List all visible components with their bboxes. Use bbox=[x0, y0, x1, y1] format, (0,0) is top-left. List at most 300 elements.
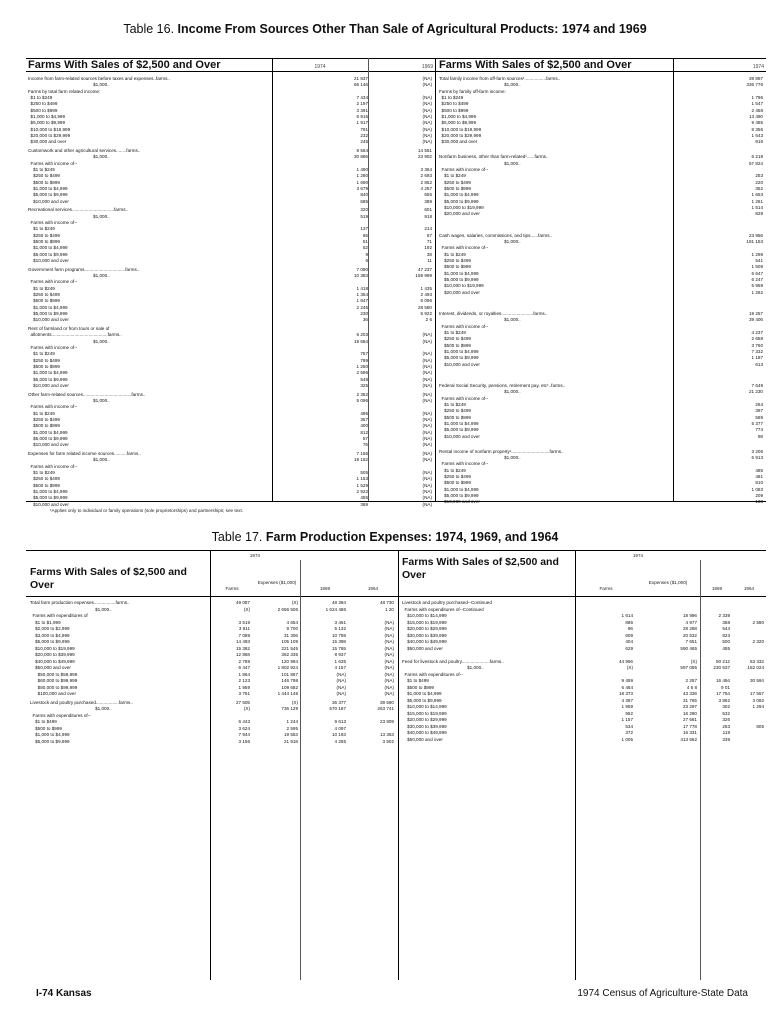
cell-v2: 5 922 bbox=[420, 311, 432, 317]
table17-title-line bbox=[0, 530, 770, 544]
row-label: $250 to $499 bbox=[439, 179, 471, 185]
cell-c: 17 754 bbox=[715, 691, 730, 696]
cell-d: 2 320 bbox=[752, 639, 764, 644]
row-label: $10,000 to $19,999 bbox=[30, 645, 75, 651]
row-label: allotments............................................farms.. bbox=[28, 332, 122, 338]
cell-b: 4 977 bbox=[685, 619, 697, 625]
cell-c: 4 255 bbox=[334, 738, 346, 744]
cell-a: 9 459 bbox=[621, 678, 633, 683]
cell-c: 1 635 bbox=[334, 658, 346, 664]
row-label: $15,000 to $19,999 bbox=[402, 710, 447, 716]
row-label: $3,000 to $4,999 bbox=[30, 632, 70, 638]
row-label: $1 to $249 bbox=[28, 410, 55, 416]
cell-b: 27 661 bbox=[682, 717, 697, 722]
cell-v1: 3 679 bbox=[356, 186, 368, 192]
row-label: Farms with income of-- bbox=[439, 167, 489, 173]
row-label: $10,000 to $14,999 bbox=[402, 613, 447, 618]
table-row bbox=[28, 199, 434, 205]
cell-v2: (NA) bbox=[422, 469, 432, 475]
cell-b: 101 867 bbox=[281, 671, 298, 677]
cell-v1: 30 866 bbox=[353, 154, 368, 160]
row-label: $500 to $999 bbox=[28, 423, 60, 429]
row-label: $1,000 to $4,999 bbox=[28, 186, 68, 192]
cell-b: 23 297 bbox=[682, 704, 697, 709]
row-label: $500 to $999 bbox=[402, 684, 434, 690]
cell-a: 886 bbox=[625, 619, 633, 625]
cell-v2: (NA) bbox=[422, 457, 432, 463]
cell-a: (X) bbox=[626, 665, 633, 670]
cell-v2: (NA) bbox=[422, 351, 432, 357]
cell-c: 4 097 bbox=[334, 725, 346, 731]
cell-v1: 23 956 bbox=[748, 232, 763, 238]
cell-c: 253 bbox=[722, 723, 730, 729]
cell-v2: (NA) bbox=[422, 450, 432, 456]
row-label: $500 to $999 bbox=[28, 239, 60, 245]
row-label: $10,000 to $19,999 bbox=[439, 283, 484, 289]
row-label: $50,000 to $59,999 bbox=[30, 671, 78, 677]
cell-v2: (NA) bbox=[422, 416, 432, 422]
row-label: Interest, dividends, or royalties.........................farms.. bbox=[439, 311, 548, 317]
cell-d: (NA) bbox=[384, 671, 394, 677]
row-label: Other farm-related sources......................................farms.. bbox=[28, 391, 146, 397]
cell-v1: 541 bbox=[755, 258, 763, 264]
cell-v2: (NA) bbox=[422, 397, 432, 403]
cell-v1: 181 153 bbox=[746, 239, 763, 245]
row-label: $80,000 to $99,999 bbox=[30, 684, 78, 690]
row-label: Farms with income of-- bbox=[28, 344, 78, 350]
row-label: $1,000.. bbox=[402, 665, 484, 670]
cell-v2: 6 096 bbox=[420, 298, 432, 304]
cell-v1: 209 bbox=[755, 493, 763, 499]
cell-v1: 2 658 bbox=[751, 336, 763, 342]
row-label: Farms with income of-- bbox=[28, 463, 78, 469]
row-label: $250 to $499 bbox=[28, 416, 60, 422]
row-label: $1,000.. bbox=[30, 606, 112, 612]
cell-b: 2 595 bbox=[286, 725, 298, 731]
cell-v2: (NA) bbox=[422, 114, 432, 120]
cell-c: 15 765 bbox=[331, 645, 346, 651]
row-label: $15,000 to $19,999 bbox=[402, 619, 447, 625]
cell-v2: 47 237 bbox=[417, 266, 432, 272]
cell-v2: 28 580 bbox=[417, 304, 432, 310]
row-label: $10,000 and over bbox=[439, 433, 480, 439]
cell-c: 10 759 bbox=[331, 632, 346, 638]
row-label: $1 to $249 bbox=[439, 173, 466, 179]
cell-v2: 2 6 bbox=[425, 317, 432, 323]
cell-a: 3 624 bbox=[238, 725, 250, 731]
cell-d: 1 20 bbox=[385, 606, 394, 612]
table17-left-header: Farms With Sales of $2,500 and Over bbox=[30, 566, 187, 591]
cell-a: 7 944 bbox=[238, 732, 250, 738]
cell-a: 1 959 bbox=[238, 684, 250, 690]
cell-v1: 1 298 bbox=[751, 251, 763, 257]
table17-right-col-1969: 1969 bbox=[711, 586, 723, 591]
cell-v2: 14 551 bbox=[417, 148, 432, 153]
table16-footnote: ¹Applies only to individual or family operations (sole proprietorships) and partnerships; see text. bbox=[50, 508, 244, 513]
row-label: $1 to $249 bbox=[28, 167, 55, 173]
cell-d: 1 294 bbox=[752, 704, 764, 709]
cell-b: 362 335 bbox=[281, 652, 298, 657]
cell-b: 20 532 bbox=[682, 632, 697, 638]
row-label: $5,000 to $9,999 bbox=[402, 697, 442, 703]
row-label: $50,000 and over bbox=[30, 665, 71, 670]
cell-d: 13 363 bbox=[379, 732, 394, 738]
cell-d: 805 bbox=[756, 723, 764, 729]
row-label: Cash wages, salaries, commissions, and tips......farms.. bbox=[439, 232, 553, 238]
cell-a: 6 443 bbox=[238, 719, 250, 725]
row-label: $30,000 and over bbox=[439, 139, 478, 145]
cell-v1: 389 bbox=[360, 501, 368, 507]
cell-v1: 232 bbox=[360, 133, 368, 139]
cell-v1: 7 434 bbox=[356, 95, 368, 101]
row-label: $1,000 to $4,999 bbox=[439, 192, 479, 198]
table17-number: Table 17. bbox=[211, 530, 263, 544]
cell-a: 1 614 bbox=[621, 613, 633, 618]
cell-v1: 57 824 bbox=[748, 160, 763, 166]
table16-right-body bbox=[439, 76, 765, 506]
row-label: $500 to $999 bbox=[28, 179, 60, 185]
cell-c: 455 bbox=[722, 645, 730, 651]
cell-v2: 4 257 bbox=[420, 186, 432, 192]
row-label: $5,000 to $9,999 bbox=[28, 311, 68, 317]
table17-left-col-expenses: Expenses ($1,000) bbox=[257, 580, 297, 585]
cell-a: 44 956 bbox=[618, 658, 633, 664]
cell-d: 17 557 bbox=[749, 691, 764, 696]
row-label: $1,000.. bbox=[28, 457, 110, 463]
cell-v1: 9 bbox=[365, 251, 368, 257]
table17-left-col-1969: 1969 bbox=[319, 586, 331, 591]
cell-v2: (NA) bbox=[422, 82, 432, 88]
cell-d: (NA) bbox=[384, 684, 394, 690]
row-label: $10,000 and over bbox=[28, 501, 69, 507]
row-label: $5,000 to $9,999 bbox=[28, 251, 68, 257]
row-label: $10,000 and over bbox=[439, 499, 480, 505]
cell-v2: 601 bbox=[424, 207, 432, 213]
cell-v1: 1 490 bbox=[356, 167, 368, 173]
row-label: $1,000 to $4,999 bbox=[28, 370, 68, 376]
cell-c: 9 01 bbox=[721, 684, 730, 690]
row-label: Farms by total farm related income: bbox=[28, 88, 101, 94]
cell-v1: 495 bbox=[360, 410, 368, 416]
cell-d: (NA) bbox=[384, 678, 394, 683]
cell-c: 230 537 bbox=[713, 665, 730, 670]
cell-v1: 455 bbox=[360, 495, 368, 501]
cell-v2: 159 999 bbox=[415, 272, 432, 278]
cell-c: 570 187 bbox=[329, 706, 346, 712]
cell-v2: 2 493 bbox=[420, 292, 432, 297]
cell-v1: 1 250 bbox=[356, 364, 368, 369]
cell-v1: 485 bbox=[755, 467, 763, 473]
cell-v2: (NA) bbox=[422, 101, 432, 107]
row-label: $20,000 and over bbox=[439, 289, 480, 295]
cell-v1: 1 418 bbox=[356, 285, 368, 291]
cell-v1: 1 529 bbox=[356, 482, 368, 488]
row-label: $1,000 to $4,999 bbox=[28, 304, 68, 310]
page-number: I-74 Kansas bbox=[36, 988, 92, 999]
cell-v1: 2 352 bbox=[356, 391, 368, 397]
row-label: Government farm programs................................farms.. bbox=[28, 266, 140, 272]
cell-d: (NA) bbox=[384, 665, 394, 670]
row-label: Customwork and other agricultural services........farms.. bbox=[28, 148, 141, 153]
row-label: Farms with expenditures of-- bbox=[402, 671, 463, 677]
table-row bbox=[439, 499, 765, 505]
row-label: $40,000 to $49,999 bbox=[30, 658, 75, 664]
row-label: $30,000 to $39,999 bbox=[402, 632, 447, 638]
row-label: Livestock and poultry purchased..................farms.. bbox=[30, 699, 133, 705]
table-row bbox=[28, 258, 434, 264]
table16-number: Table 16. bbox=[123, 22, 175, 36]
row-label: $5,000 to $9,999 bbox=[28, 376, 68, 382]
table17-top-rule bbox=[26, 550, 766, 551]
row-label: Farms with expenditures of--Continued bbox=[402, 606, 484, 612]
cell-v1: 52 bbox=[362, 245, 368, 251]
row-label: $50,000 and over bbox=[402, 736, 443, 742]
row-label: Farms with income of-- bbox=[28, 220, 78, 225]
cell-v1: 137 bbox=[360, 226, 368, 232]
row-label: $1,000 to $4,999 bbox=[439, 349, 479, 355]
row-label: $250 to $499 bbox=[28, 101, 58, 107]
table16-year-1969: 1969 bbox=[421, 64, 433, 70]
cell-v1: 65 bbox=[362, 232, 368, 238]
cell-a: 27 505 bbox=[235, 699, 250, 705]
cell-v2: (NA) bbox=[422, 376, 432, 382]
cell-v1: 1 262 bbox=[751, 289, 763, 295]
cell-a: 6 464 bbox=[621, 684, 633, 690]
cell-a: 14 493 bbox=[235, 639, 250, 644]
row-label: Income from farm-related sources before taxes and expenses..farms.. bbox=[28, 76, 170, 81]
cell-a: 629 bbox=[625, 645, 633, 651]
cell-b: (X) bbox=[291, 699, 298, 705]
cell-v1: 2 922 bbox=[356, 488, 368, 494]
table17-header-rule bbox=[26, 596, 766, 597]
cell-a: 15 362 bbox=[235, 645, 250, 651]
cell-v1: 320 bbox=[360, 207, 368, 213]
row-label: $250 to $499 bbox=[439, 258, 471, 264]
cell-v1: 19 162 bbox=[353, 457, 368, 463]
row-label: $10,000 and over bbox=[28, 258, 69, 264]
cell-v1: 253 bbox=[755, 173, 763, 179]
row-label: $1,000 to $4,999 bbox=[439, 270, 479, 276]
cell-v2: 192 bbox=[424, 245, 432, 251]
cell-v1: 1 917 bbox=[356, 120, 368, 126]
row-label: $1 to $249 bbox=[28, 285, 55, 291]
cell-v1: 400 bbox=[360, 423, 368, 429]
cell-v1: 7 166 bbox=[356, 450, 368, 456]
row-label: $1 to $1,999 bbox=[30, 619, 61, 625]
cell-a: 3 156 bbox=[238, 738, 250, 744]
cell-v1: 76 bbox=[362, 442, 368, 448]
cell-v1: 1 083 bbox=[751, 486, 763, 492]
row-label: $1,000.. bbox=[28, 154, 110, 160]
row-label: $1 to $249 bbox=[28, 95, 53, 101]
cell-a: 4 387 bbox=[621, 697, 633, 703]
cell-v2: (NA) bbox=[422, 488, 432, 494]
table-row bbox=[28, 317, 434, 323]
cell-c: 544 bbox=[722, 626, 730, 631]
row-label: Farms with expenditures of bbox=[30, 613, 88, 618]
row-label: $500 to $999 bbox=[28, 298, 60, 304]
cell-v1: 916 bbox=[755, 139, 763, 145]
cell-v1: 548 bbox=[360, 376, 368, 382]
cell-v2: (NA) bbox=[422, 126, 432, 132]
row-label: Farms with income of-- bbox=[439, 395, 489, 401]
row-label: $5,000 to $9,999 bbox=[439, 493, 479, 499]
cell-v1: 1 514 bbox=[751, 205, 763, 211]
cell-v1: 757 bbox=[360, 351, 368, 357]
cell-v1: 3 206 bbox=[751, 448, 763, 454]
row-label: $10,000 and over bbox=[439, 361, 480, 367]
row-label: $1,000 to $4,999 bbox=[439, 114, 477, 120]
cell-v1: 19 684 bbox=[353, 338, 368, 344]
row-label: $2,000 to $2,999 bbox=[30, 626, 70, 631]
cell-b: 2 656 506 bbox=[277, 606, 298, 612]
row-label: $100,000 and over bbox=[30, 691, 76, 696]
cell-b: 28 288 bbox=[682, 626, 697, 631]
table16-left-body bbox=[28, 76, 434, 508]
cell-v2: (NA) bbox=[422, 364, 432, 369]
row-label: Feed for livestock and poultry......................farms.. bbox=[402, 658, 504, 664]
row-label: $10,000 to $19,999 bbox=[28, 126, 71, 132]
cell-v1: 2 197 bbox=[356, 101, 368, 107]
table17-right-body bbox=[402, 600, 766, 743]
cell-b: 2 257 bbox=[685, 678, 697, 683]
cell-a: 3 911 bbox=[238, 626, 250, 631]
row-label: $500 to $999 bbox=[439, 342, 471, 348]
cell-v1: 7 332 bbox=[751, 349, 763, 355]
row-label: $10,000 and over bbox=[28, 317, 69, 323]
cell-v1: 98 bbox=[757, 433, 763, 439]
cell-b: (X) bbox=[291, 600, 298, 605]
cell-c: 4 157 bbox=[334, 665, 346, 670]
cell-c: 15 398 bbox=[331, 639, 346, 644]
cell-v1: 685 bbox=[360, 198, 368, 204]
cell-v2: 655 bbox=[424, 192, 432, 198]
cell-c: 8 937 bbox=[334, 652, 346, 657]
cell-b: 1 244 bbox=[286, 719, 298, 725]
row-label: $250 to $499 bbox=[439, 408, 471, 414]
cell-v1: 3 760 bbox=[751, 342, 763, 348]
row-label: Expenses for farm related income sources..........farms.. bbox=[28, 450, 141, 456]
cell-v1: 1 796 bbox=[751, 95, 763, 101]
table16-year-1974: 1974 bbox=[314, 64, 326, 70]
cell-b: 31 765 bbox=[682, 697, 697, 703]
row-label: $5,000 to $9,999 bbox=[439, 198, 479, 204]
cell-d: (NA) bbox=[384, 658, 394, 664]
cell-b: 18 996 bbox=[682, 613, 697, 618]
row-label: $250 to $499 bbox=[28, 357, 60, 363]
cell-c: 2 339 bbox=[718, 613, 730, 618]
cell-c: 339 bbox=[722, 736, 730, 742]
row-label: $1 to $249 bbox=[28, 226, 55, 232]
row-label: $60,000 to $99,999 bbox=[30, 678, 78, 683]
row-label: $10,000 to $19,999 bbox=[439, 126, 482, 132]
cell-v1: 2 596 bbox=[356, 370, 368, 376]
row-label: $1 to $249 bbox=[28, 469, 55, 475]
cell-v1: 5 959 bbox=[751, 283, 763, 289]
row-label: $500 to $999 bbox=[28, 107, 58, 113]
row-label: Farms with expenditures of-- bbox=[30, 712, 91, 718]
cell-c: 1 624 486 bbox=[325, 606, 346, 612]
table17-left-col-1974: 1974 bbox=[249, 553, 261, 558]
row-label: $1 to $249 bbox=[439, 467, 466, 473]
cell-v1: 1 643 bbox=[751, 133, 763, 139]
cell-c: (NA) bbox=[336, 671, 346, 677]
cell-v2: 2 693 bbox=[420, 173, 432, 179]
cell-c: 9 613 bbox=[334, 719, 346, 725]
cell-c: 500 bbox=[722, 639, 730, 644]
row-label: $50,000 and over bbox=[402, 645, 443, 651]
cell-a: 2 789 bbox=[238, 658, 250, 664]
row-label: $1,000.. bbox=[439, 455, 521, 461]
cell-d: (NA) bbox=[384, 632, 394, 638]
cell-v2: (NA) bbox=[422, 338, 432, 344]
cell-a: 7 089 bbox=[238, 632, 250, 638]
cell-b: 31 306 bbox=[283, 632, 298, 638]
cell-v1: 774 bbox=[755, 427, 763, 433]
cell-v1: 6 913 bbox=[751, 455, 763, 461]
row-label: $500 to $999 bbox=[439, 107, 469, 113]
cell-v1: 2 245 bbox=[356, 304, 368, 310]
row-label: $1,000 to $4,999 bbox=[402, 691, 442, 696]
cell-v1: 481 bbox=[755, 474, 763, 480]
cell-a: 534 bbox=[625, 723, 633, 729]
row-label: Farms with income of-- bbox=[28, 160, 78, 166]
cell-v1: 519 bbox=[360, 213, 368, 219]
cell-v2: (NA) bbox=[422, 501, 432, 507]
row-label: $1,000 to $4,999 bbox=[439, 486, 479, 492]
cell-v1: 352 bbox=[755, 186, 763, 192]
cell-v1: 6 647 bbox=[751, 270, 763, 276]
cell-a: 18 373 bbox=[618, 691, 633, 696]
cell-v1: 21 230 bbox=[748, 389, 763, 395]
cell-d: 53 332 bbox=[749, 658, 764, 664]
cell-d: 30 594 bbox=[749, 678, 764, 683]
cell-a: 609 bbox=[625, 632, 633, 638]
cell-c: 3 862 bbox=[718, 697, 730, 703]
row-label: $1,000.. bbox=[28, 213, 110, 219]
table-row bbox=[439, 224, 765, 230]
cell-a: 12 868 bbox=[235, 652, 250, 657]
cell-v2: (NA) bbox=[422, 476, 432, 482]
table16-title: Income From Sources Other Than Sale of Agricultural Products: 1974 and 1969 bbox=[177, 22, 647, 36]
cell-v1: 505 bbox=[360, 469, 368, 475]
cell-a: 372 bbox=[625, 730, 633, 735]
cell-v1: 5 377 bbox=[751, 421, 763, 427]
cell-c: 5 132 bbox=[334, 626, 346, 631]
cell-v1: 1 261 bbox=[751, 198, 763, 204]
cell-b: 43 336 bbox=[682, 691, 697, 696]
cell-c: 119 bbox=[722, 730, 730, 735]
cell-v1: 39 897 bbox=[748, 76, 763, 81]
cell-b: 221 545 bbox=[281, 645, 298, 651]
row-label: $1,000.. bbox=[28, 82, 110, 88]
cell-v2: (NA) bbox=[422, 495, 432, 501]
row-label: $20,000 to $29,999 bbox=[402, 626, 447, 631]
cell-c: 50 212 bbox=[715, 658, 730, 664]
row-label: $500 to $999 bbox=[439, 186, 471, 192]
row-label: $1,000.. bbox=[439, 239, 521, 245]
table-row bbox=[28, 139, 434, 145]
table16-right-year-1974: 1974 bbox=[752, 64, 764, 70]
cell-v2: 23 902 bbox=[417, 154, 432, 160]
row-label: $10,000 to $14,999 bbox=[402, 704, 447, 709]
row-label: $250 to $499 bbox=[28, 232, 60, 238]
row-label: $1 to $249 bbox=[439, 251, 466, 257]
cell-b: 736 129 bbox=[281, 706, 298, 712]
row-label: Livestock and poultry purchased--Continued bbox=[402, 600, 492, 605]
cell-v1: 5 096 bbox=[356, 397, 368, 403]
row-label: Farms with income of-- bbox=[439, 245, 489, 251]
